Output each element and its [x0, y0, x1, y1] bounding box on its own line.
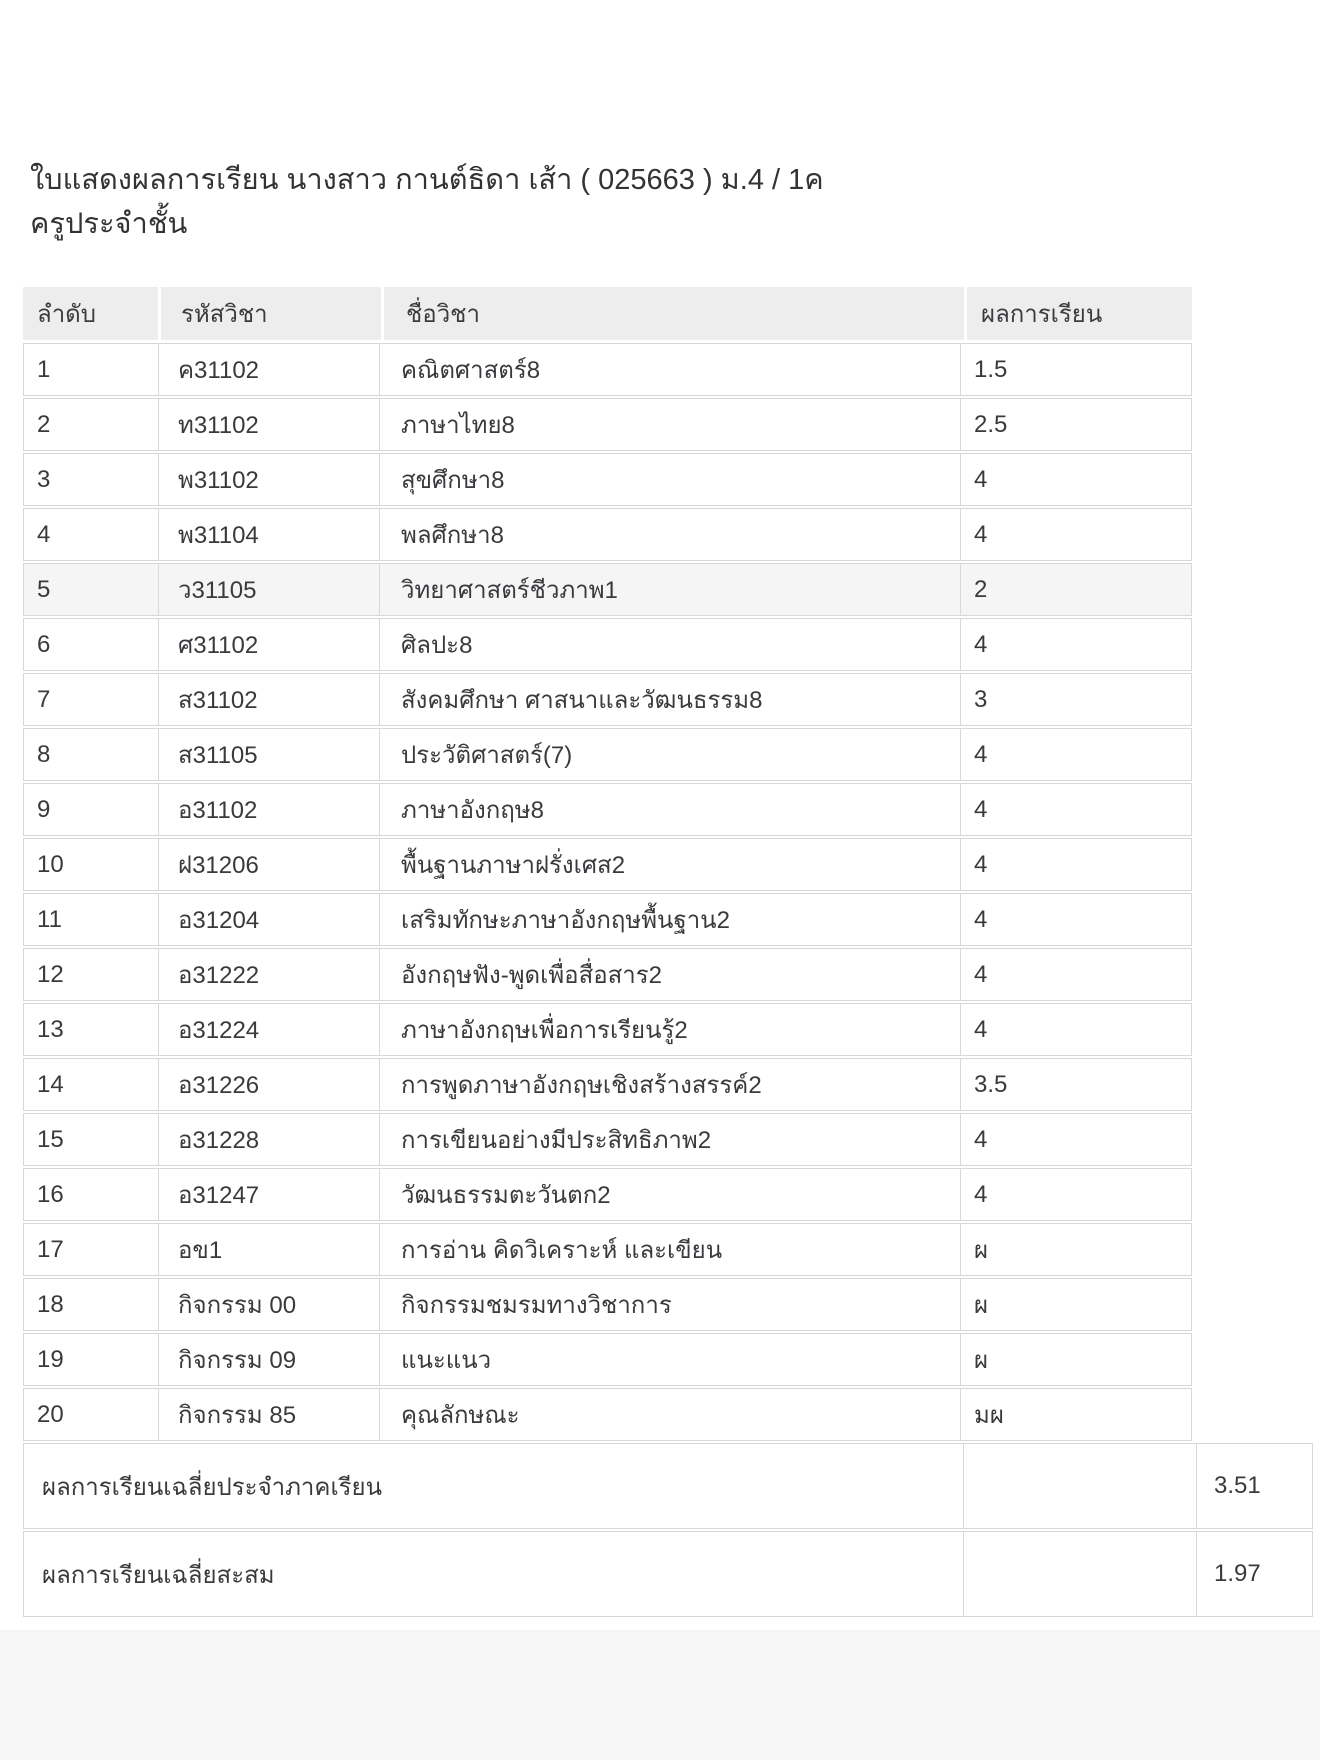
row-number-cell: 16 — [37, 1180, 64, 1208]
subject-code-cell: อ31204 — [158, 894, 379, 945]
row-number-cell: 3 — [37, 465, 51, 493]
grade-cell: 4 — [960, 1004, 1191, 1055]
table-row — [23, 563, 1192, 616]
subject-code-cell: อ31228 — [158, 1114, 379, 1165]
row-number-cell: 15 — [37, 1125, 64, 1153]
grade-cell: 4 — [960, 509, 1191, 560]
row-number-cell: 6 — [37, 630, 51, 658]
homeroom-teacher-line: ครูประจำชั้น — [30, 208, 188, 240]
header-subject-code: รหัสวิชา — [161, 287, 381, 340]
table-row — [23, 1333, 1192, 1386]
subject-code-cell: ส31105 — [158, 729, 379, 780]
table-row — [23, 618, 1192, 671]
table-row — [23, 893, 1192, 946]
subject-code-cell: กิจกรรม 85 — [158, 1389, 379, 1440]
subject-name-cell: การพูดภาษาอังกฤษเชิงสร้างสรรค์2 — [379, 1059, 960, 1110]
row-number-cell: 19 — [37, 1345, 64, 1373]
table-row — [23, 453, 1192, 506]
table-row — [23, 1003, 1192, 1056]
header-grade: ผลการเรียน — [967, 287, 1192, 340]
row-number-cell: 4 — [37, 520, 51, 548]
row-number-cell: 10 — [37, 850, 64, 878]
summary-spacer-cell — [963, 1444, 1196, 1528]
summary-row — [23, 1443, 1313, 1529]
subject-name-cell: สังคมศึกษา ศาสนาและวัฒนธรรม8 — [379, 674, 960, 725]
grade-cell: 2.5 — [960, 399, 1191, 450]
row-number-cell: 13 — [37, 1015, 64, 1043]
subject-name-cell: การอ่าน คิดวิเคราะห์ และเขียน — [379, 1224, 960, 1275]
summary-row — [23, 1531, 1313, 1617]
subject-code-cell: พ31104 — [158, 509, 379, 560]
table-row — [23, 1388, 1192, 1441]
header-row-number: ลำดับ — [23, 287, 158, 340]
subject-code-cell: อข1 — [158, 1224, 379, 1275]
summary-label: ผลการเรียนเฉลี่ยสะสม — [42, 1561, 275, 1589]
subject-name-cell: อังกฤษฟัง-พูดเพื่อสื่อสาร2 — [379, 949, 960, 1000]
table-row — [23, 838, 1192, 891]
subject-name-cell: แนะแนว — [379, 1334, 960, 1385]
subject-code-cell: กิจกรรม 00 — [158, 1279, 379, 1330]
row-number-cell: 1 — [37, 355, 51, 383]
grade-cell: 4 — [960, 894, 1191, 945]
grade-cell: 4 — [960, 1114, 1191, 1165]
subject-name-cell: พลศึกษา8 — [379, 509, 960, 560]
subject-code-cell: อ31102 — [158, 784, 379, 835]
subject-code-cell: ค31102 — [158, 344, 379, 395]
subject-code-cell: กิจกรรม 09 — [158, 1334, 379, 1385]
table-row — [23, 1223, 1192, 1276]
row-number-cell: 14 — [37, 1070, 64, 1098]
row-number-cell: 8 — [37, 740, 51, 768]
summary-value: 1.97 — [1196, 1532, 1312, 1616]
subject-name-cell: ศิลปะ8 — [379, 619, 960, 670]
subject-name-cell: ภาษาไทย8 — [379, 399, 960, 450]
grade-cell: 4 — [960, 784, 1191, 835]
grade-cell: 4 — [960, 949, 1191, 1000]
table-row — [23, 1168, 1192, 1221]
subject-code-cell: ฝ31206 — [158, 839, 379, 890]
subject-code-cell: ท31102 — [158, 399, 379, 450]
table-row — [23, 508, 1192, 561]
grade-cell: 4 — [960, 729, 1191, 780]
report-title-line: ใบแสดงผลการเรียน นางสาว กานต์ธิดา เส้า ( 025663 ) ม.4 / 1ค — [30, 164, 824, 196]
subject-code-cell: พ31102 — [158, 454, 379, 505]
subject-name-cell: วัฒนธรรมตะวันตก2 — [379, 1169, 960, 1220]
grade-cell: ผ — [960, 1334, 1191, 1385]
subject-name-cell: พื้นฐานภาษาฝรั่งเศส2 — [379, 839, 960, 890]
table-row — [23, 783, 1192, 836]
subject-code-cell: อ31222 — [158, 949, 379, 1000]
row-number-cell: 11 — [37, 905, 62, 933]
grade-cell: มผ — [960, 1389, 1191, 1440]
subject-name-cell: กิจกรรมชมรมทางวิชาการ — [379, 1279, 960, 1330]
header-subject-name: ชื่อวิชา — [384, 287, 964, 340]
grade-cell: 2 — [960, 564, 1191, 615]
summary-value: 3.51 — [1196, 1444, 1312, 1528]
subject-code-cell: ศ31102 — [158, 619, 379, 670]
grade-cell: 3 — [960, 674, 1191, 725]
table-row — [23, 1058, 1192, 1111]
table-row — [23, 728, 1192, 781]
subject-name-cell: ประวัติศาสตร์(7) — [379, 729, 960, 780]
row-number-cell: 18 — [37, 1290, 64, 1318]
subject-name-cell: คณิตศาสตร์8 — [379, 344, 960, 395]
row-number-cell: 20 — [37, 1400, 64, 1428]
subject-name-cell: ภาษาอังกฤษ8 — [379, 784, 960, 835]
subject-name-cell: คุณลักษณะ — [379, 1389, 960, 1440]
grade-cell: ผ — [960, 1224, 1191, 1275]
page-title — [30, 158, 824, 246]
grade-cell: 4 — [960, 619, 1191, 670]
subject-name-cell: วิทยาศาสตร์ชีวภาพ1 — [379, 564, 960, 615]
grade-cell: ผ — [960, 1279, 1191, 1330]
table-row — [23, 1278, 1192, 1331]
subject-name-cell: สุขศึกษา8 — [379, 454, 960, 505]
subject-name-cell: การเขียนอย่างมีประสิทธิภาพ2 — [379, 1114, 960, 1165]
row-number-cell: 2 — [37, 410, 51, 438]
grade-cell: 3.5 — [960, 1059, 1191, 1110]
summary-spacer-cell — [963, 1532, 1196, 1616]
table-row — [23, 948, 1192, 1001]
table-row — [23, 398, 1192, 451]
table-body — [23, 343, 1313, 1441]
table-row — [23, 673, 1192, 726]
subject-name-cell: ภาษาอังกฤษเพื่อการเรียนรู้2 — [379, 1004, 960, 1055]
grade-report-table — [23, 287, 1313, 1617]
grade-cell: 1.5 — [960, 344, 1191, 395]
grade-cell: 4 — [960, 1169, 1191, 1220]
row-number-cell: 7 — [37, 685, 51, 713]
subject-code-cell: อ31247 — [158, 1169, 379, 1220]
row-number-cell: 5 — [37, 575, 51, 603]
grade-cell: 4 — [960, 454, 1191, 505]
table-header-row — [23, 287, 1192, 340]
row-number-cell: 17 — [37, 1235, 64, 1263]
summary-label: ผลการเรียนเฉลี่ยประจำภาคเรียน — [42, 1473, 383, 1501]
table-row — [23, 1113, 1192, 1166]
grade-cell: 4 — [960, 839, 1191, 890]
subject-code-cell: อ31224 — [158, 1004, 379, 1055]
row-number-cell: 12 — [37, 960, 64, 988]
subject-code-cell: ส31102 — [158, 674, 379, 725]
subject-code-cell: ว31105 — [158, 564, 379, 615]
subject-name-cell: เสริมทักษะภาษาอังกฤษพื้นฐาน2 — [379, 894, 960, 945]
bottom-background-band — [0, 1630, 1320, 1760]
table-row — [23, 343, 1192, 396]
subject-code-cell: อ31226 — [158, 1059, 379, 1110]
table-footer — [23, 1443, 1313, 1617]
row-number-cell: 9 — [37, 795, 51, 823]
